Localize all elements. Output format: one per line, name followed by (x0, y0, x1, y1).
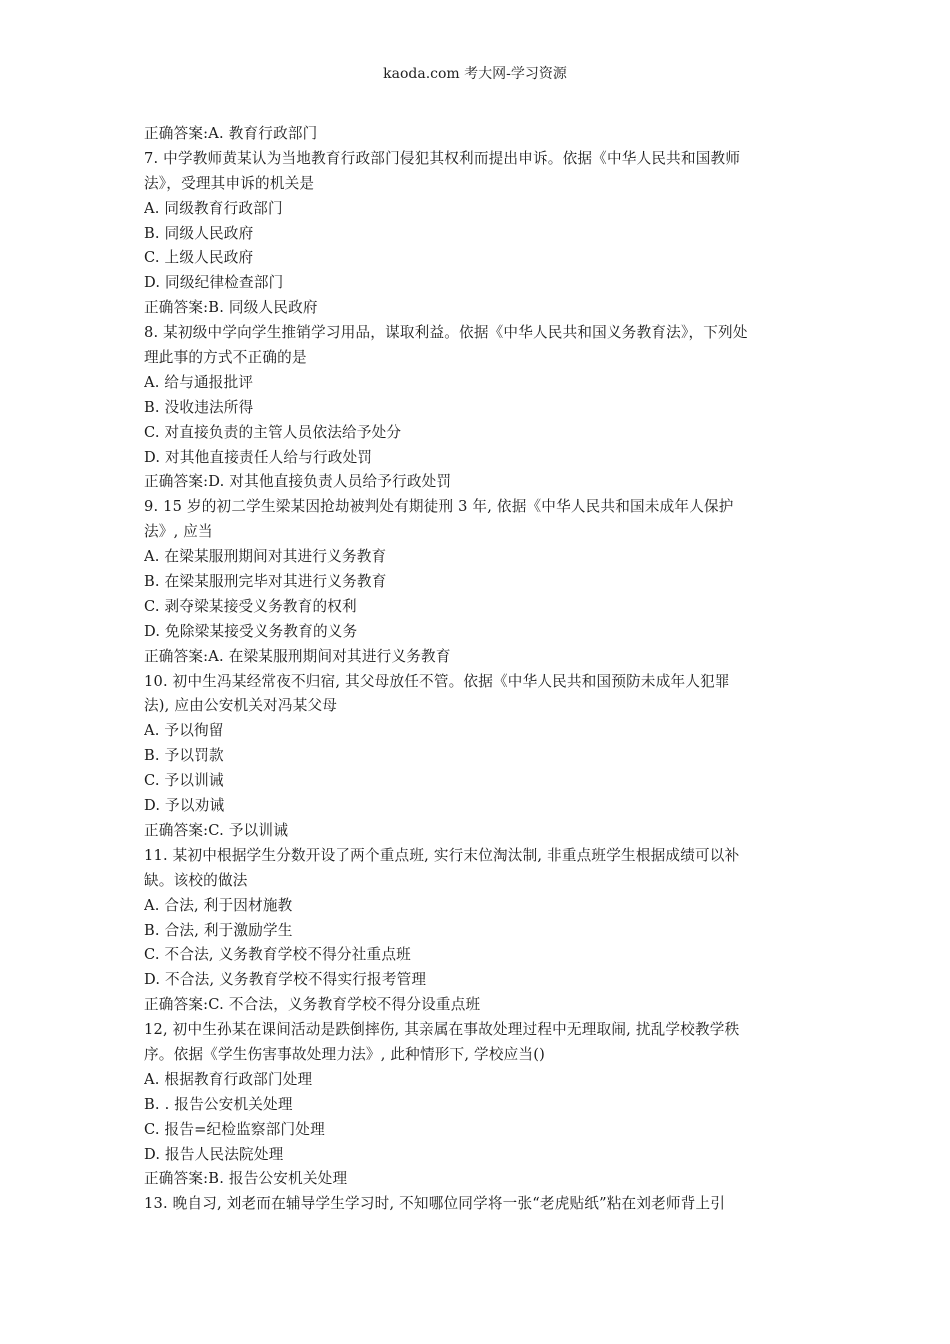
text-line: C. 予以训诫 (144, 772, 224, 790)
text-line: 正确答案:A. 教育行政部门 (144, 125, 318, 142)
text-line: B. 没收违法所得 (144, 398, 254, 416)
text-line: 7. 中学教师黄某认为当地教育行政部门侵犯其权利而提出申诉。依据《中华人民共和国教师 (144, 149, 741, 167)
text-line: B. 同级人民政府 (144, 224, 254, 242)
text-line: C. 对直接负责的主管人员依法给予处分 (144, 423, 402, 441)
text-line: 法》, 应当 (144, 523, 213, 541)
text-line: 序。依据《学生伤害事故处理力法》, 此种情形下, 学校应当() (144, 1045, 545, 1063)
text-line: A. 给与通报批评 (144, 373, 254, 391)
text-line: 法), 应由公安机关对冯某父母 (144, 697, 338, 715)
text-line: 正确答案:C. 予以训诫 (144, 821, 288, 839)
text-line: 正确答案:B. 报告公安机关处理 (144, 1170, 348, 1188)
text-line: A. 根据教育行政部门处理 (144, 1070, 313, 1088)
text-line: D. 同级纪律检查部门 (144, 274, 284, 292)
text-line: A. 同级教育行政部门 (144, 199, 283, 217)
text-line: C. 不合法, 义务教育学校不得分社重点班 (144, 946, 411, 964)
text-line: B. 予以罚款 (144, 747, 224, 765)
text-line: 8. 某初级中学向学生推销学习用品，谋取利益。依据《中华人民共和国义务教育法》，下列处 (144, 324, 748, 342)
text-line: C. 报告=纪检监察部门处理 (144, 1120, 325, 1138)
text-line: C. 上级人民政府 (144, 249, 254, 267)
text-line: 缺。该校的做法 (144, 871, 248, 889)
text-line: A. 合法, 利于因材施教 (144, 896, 293, 914)
text-line: 法》，受理其申诉的机关是 (144, 174, 315, 192)
text-line: D. 不合法, 义务教育学校不得实行报考管理 (144, 971, 427, 989)
text-line: A. 予以徇留 (144, 722, 224, 740)
text-line: B. . 报告公安机关处理 (144, 1095, 293, 1113)
text-line: D. 免除梁某接受义务教育的义务 (144, 622, 358, 640)
text-line: D. 予以劝诫 (144, 797, 225, 815)
text-line: C. 剥夺梁某接受义务教育的权利 (144, 597, 357, 615)
document-body (144, 122, 814, 1217)
text-line: 12, 初中生孙某在课间活动是跌倒摔伤, 其亲属在事故处理过程中无理取闹, 扰乱学校教学秩 (144, 1021, 740, 1039)
text-line: B. 在梁某服刑完毕对其进行义务教育 (144, 573, 387, 591)
text-line: B. 合法, 利于激励学生 (144, 921, 293, 939)
text-line: 正确答案:A. 在梁某服刑期间对其进行义务教育 (144, 647, 451, 665)
text-line: 正确答案:B. 同级人民政府 (144, 299, 318, 317)
page-header: kaoda.com 考大网-学习资源 (383, 66, 567, 82)
text-line: D. 报告人民法院处理 (144, 1145, 284, 1163)
text-line: 正确答案:D. 对其他直接负责人员给予行政处罚 (144, 473, 452, 491)
text-line: 9. 15 岁的初二学生梁某因抢劫被判处有期徒刑 3 年, 依据《中华人民共和国未成年人保护 (144, 498, 734, 516)
text-line: D. 对其他直接责任人给与行政处罚 (144, 448, 373, 466)
text-line: 10. 初中生冯某经常夜不归宿, 其父母放任不管。依据《中华人民共和国预防未成年人犯罪 (144, 672, 730, 690)
text-line: 正确答案:C. 不合法，义务教育学校不得分设重点班 (144, 996, 481, 1014)
text-line: 理此事的方式不正确的是 (144, 349, 307, 367)
text-line: 11. 某初中根据学生分数开设了两个重点班, 实行末位淘汰制, 非重点班学生根据成绩可以补 (144, 846, 740, 864)
text-line: 13. 晚自习, 刘老而在辅导学生学习时, 不知哪位同学将一张“老虎贴纸”粘在刘老师背上引 (144, 1195, 726, 1213)
text-line: A. 在梁某服刑期间对其进行义务教育 (144, 548, 387, 566)
